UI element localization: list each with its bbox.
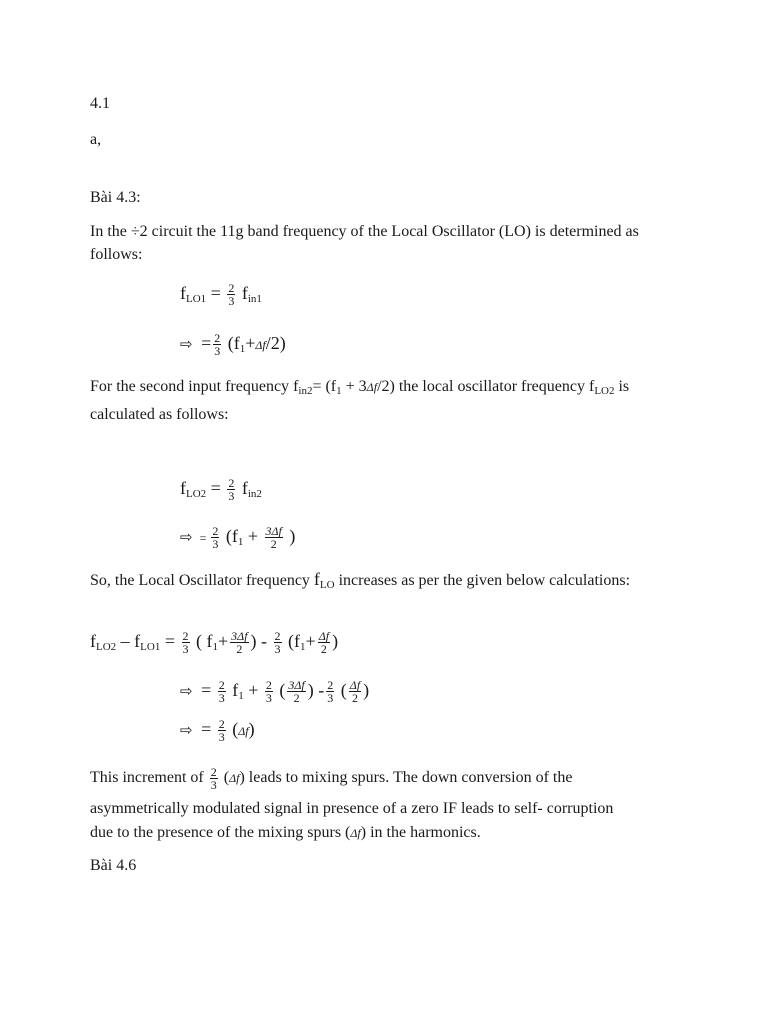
- exercise-heading-4-3: Bài 4.3:: [90, 189, 141, 206]
- exercise-heading-4-6: Bài 4.6: [90, 857, 137, 874]
- fraction: $\frac{2}{3}$: [265, 678, 272, 706]
- fraction: $\frac{2}{3}$: [228, 476, 235, 504]
- fraction: $\frac{2}{3}$: [210, 765, 217, 792]
- equation-difference: $f_{LO2} - f_{LO1}$ = $\frac{2}{3}$ ( $f_1+$ $\frac{3\Delta f}{2}$ ) - $\frac{2}{3}$ ($f_1+$ $\frac{\Delta f}{2}$ ): [90, 629, 339, 657]
- fraction: $\frac{2}{3}$: [218, 717, 225, 745]
- equation-flo2-expanded: ⇨ = $\frac{2}{3}$ ($f_1$ + $\frac{3\Delta f}{2}$ ): [180, 524, 296, 552]
- fraction: $\frac{2}{3}$: [214, 331, 221, 359]
- fraction: $\frac{\Delta f}{2}$: [349, 678, 361, 706]
- fraction: $\frac{3\Delta f}{2}$: [231, 629, 248, 657]
- fraction: $\frac{3\Delta f}{2}$: [288, 678, 305, 706]
- conclusion-line-3: due to the presence of the mixing spurs (Δf) in the harmonics.: [90, 824, 481, 841]
- equation-difference-expanded: ⇨ = $\frac{2}{3}$ $f_1$ + $\frac{2}{3}$ ( $\frac{3\Delta f}{2}$ ) - $\frac{2}{3}$ ( $\frac{\Delta f}{2}$ ): [180, 678, 370, 706]
- equation-flo2: $f_{LO2}$ = $\frac{2}{3}$ $f_{in2}$: [180, 476, 262, 504]
- fraction: $\frac{2}{3}$: [218, 678, 225, 706]
- subsection-label: a,: [90, 131, 102, 148]
- increase-paragraph: So, the Local Oscillator frequency $f_{LO}$ increases as per the given below calculations:: [90, 569, 631, 591]
- equation-flo1-expanded: ⇨ = $\frac{2}{3}$ $(f_1+\Delta f/2)$: [180, 331, 286, 359]
- implies-arrow-icon: ⇨: [180, 335, 193, 353]
- fraction: $\frac{2}{3}$: [327, 678, 334, 706]
- fraction: $\frac{2}{3}$: [274, 629, 281, 657]
- implies-arrow-icon: ⇨: [180, 721, 193, 739]
- fraction: $\frac{3\Delta f}{2}$: [265, 524, 282, 552]
- implies-arrow-icon: ⇨: [180, 528, 193, 546]
- conclusion-line-1: This increment of $\frac{2}{3}$ (Δf) leads to mixing spurs. The down conversion of the: [90, 765, 573, 792]
- fraction: $\frac{\Delta f}{2}$: [318, 629, 330, 657]
- equation-result: ⇨ = $\frac{2}{3}$ (Δf): [180, 717, 255, 745]
- fraction: $\frac{2}{3}$: [182, 629, 189, 657]
- equation-flo1: $f_{LO1}$ = $\frac{2}{3}$ $f_{in1}$: [180, 281, 262, 309]
- fraction: $\frac{2}{3}$: [212, 524, 219, 552]
- fraction: $\frac{2}{3}$: [228, 281, 235, 309]
- implies-arrow-icon: ⇨: [180, 682, 193, 700]
- intro-paragraph: In the ÷2 circuit the 11g band frequency of the Local Oscillator (LO) is determined as follows:: [90, 223, 639, 263]
- section-number: 4.1: [90, 95, 110, 112]
- conclusion-line-2: asymmetrically modulated signal in presence of a zero IF leads to self- corruption: [90, 800, 614, 817]
- second-input-paragraph: For the second input frequency $f_{in2}= (f_1 + 3\Delta f/2)$ the local oscillator frequency $f_{LO2}$ is calculated as follows:: [90, 378, 630, 423]
